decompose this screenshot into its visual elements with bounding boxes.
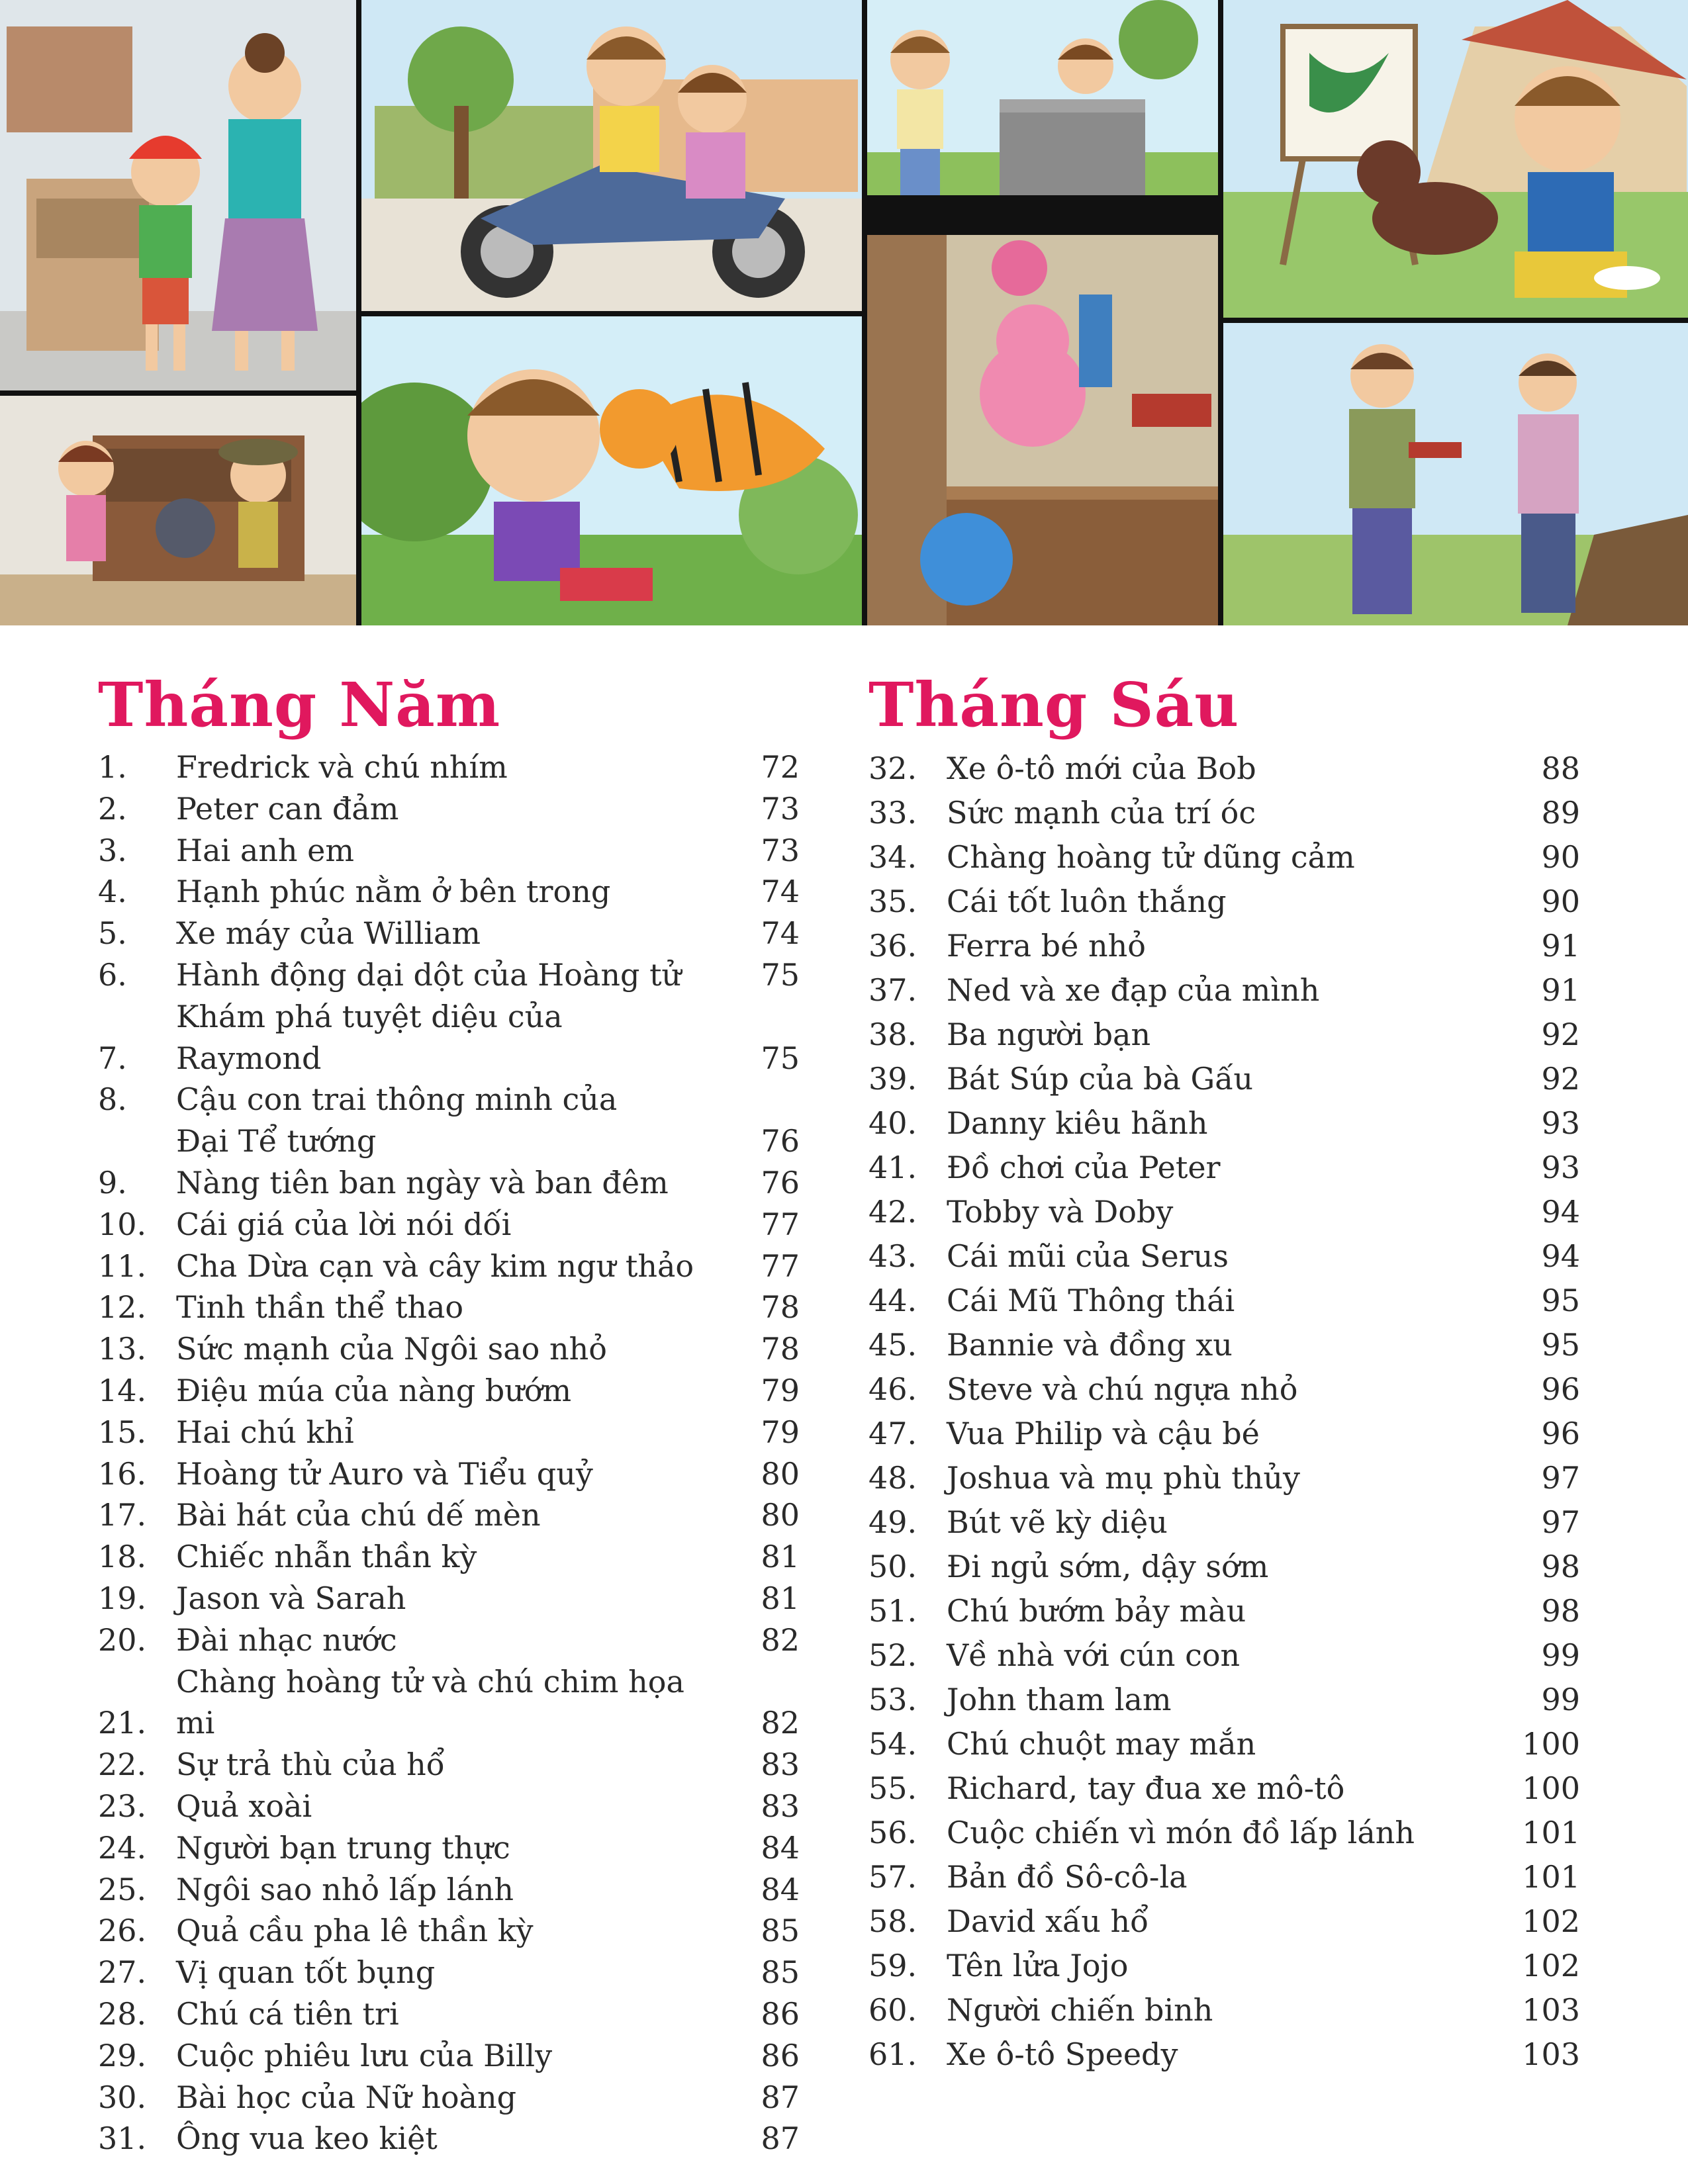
entry-title: Ông vua keo kiệt	[176, 2120, 438, 2157]
entry-page: 77	[761, 1248, 800, 1284]
entry-title: Chiếc nhẫn thần kỳ	[176, 1539, 477, 1575]
entry-number: 44.	[868, 1283, 917, 1318]
entry-title: Nàng tiên ban ngày và ban đêm	[176, 1164, 669, 1201]
toc-entry	[868, 924, 1580, 968]
entry-number: 43.	[868, 1238, 917, 1274]
boy-with-tiger-icon	[361, 316, 862, 625]
entry-title: Danny kiêu hãnh	[947, 1105, 1208, 1141]
entry-page: 75	[761, 956, 800, 993]
entry-title: Jason và Sarah	[176, 1580, 406, 1616]
toc-entry	[868, 835, 1580, 880]
entry-page: 78	[761, 1289, 800, 1326]
toc-entry	[868, 880, 1580, 924]
entry-number: 33.	[868, 795, 917, 831]
toc-entry	[98, 1246, 800, 1287]
toc-entry	[98, 2035, 800, 2077]
entry-title: Cha Dừa cạn và cây kim ngư thảo	[176, 1248, 694, 1284]
entry-page: 83	[761, 1788, 800, 1824]
entry-number: 31.	[98, 2120, 147, 2157]
toc-entry	[868, 1633, 1580, 1678]
entry-title: Cái mũi của Serus	[947, 1238, 1229, 1274]
entry-page: 79	[761, 1372, 800, 1408]
toc-entry	[98, 1162, 800, 1204]
entry-page: 74	[761, 915, 800, 952]
toc-entry	[98, 1412, 800, 1453]
toc-entry	[98, 913, 800, 954]
entry-title: Xe ô-tô Speedy	[947, 2036, 1178, 2072]
entry-page: 96	[1541, 1371, 1580, 1407]
entry-page: 84	[761, 1829, 800, 1866]
entry-number: 24.	[98, 1829, 147, 1866]
entry-title: Cuộc chiến vì món đồ lấp lánh	[947, 1815, 1415, 1850]
entry-number: 30.	[98, 2079, 147, 2115]
toc-entry	[868, 1545, 1580, 1589]
entry-number: 42.	[868, 1194, 917, 1230]
toc-entry	[98, 1827, 800, 1869]
entry-number: 58.	[868, 1903, 917, 1939]
entry-number: 28.	[98, 1995, 147, 2032]
entry-number: 29.	[98, 2037, 147, 2073]
toc-entry	[98, 1952, 800, 1993]
toc-entry	[98, 1619, 800, 1661]
entry-title: Người chiến binh	[947, 1992, 1213, 2028]
toc-entry	[868, 1057, 1580, 1101]
entry-page: 81	[761, 1539, 800, 1575]
entry-page: 93	[1541, 1105, 1580, 1141]
entry-title: Bannie và đồng xu	[947, 1327, 1233, 1363]
entry-page: 86	[761, 1995, 800, 2032]
illustration-grid	[0, 0, 1688, 625]
entry-number: 4.	[98, 874, 127, 910]
entry-number: 17.	[98, 1497, 147, 1533]
entry-title: Chú cá tiên tri	[176, 1995, 399, 2032]
boy-with-cap-and-mother-icon	[0, 0, 356, 390]
toys-on-shelf-icon	[867, 235, 1218, 625]
toc-entry	[868, 1456, 1580, 1500]
entry-number: 50.	[868, 1549, 917, 1584]
entry-title: Steve và chú ngựa nhỏ	[947, 1371, 1298, 1407]
toc-entry	[98, 2118, 800, 2160]
entry-page: 94	[1541, 1194, 1580, 1230]
entry-title: Đài nhạc nước	[176, 1621, 397, 1658]
toc-entry	[98, 996, 800, 1079]
entry-number: 34.	[868, 839, 917, 875]
entry-title: Đồ chơi của Peter	[947, 1150, 1221, 1185]
entry-page: 90	[1541, 884, 1580, 919]
entry-number: 15.	[98, 1414, 147, 1450]
entry-number: 45.	[868, 1327, 917, 1363]
entry-number: 32.	[868, 751, 917, 786]
entry-page: 80	[761, 1497, 800, 1533]
children-with-toys-icon	[0, 396, 356, 625]
entry-title: Bản đồ Sô-cô-la	[947, 1859, 1188, 1895]
entry-number: 27.	[98, 1954, 147, 1991]
entry-title: Chàng hoàng tử và chú chim họa mi	[176, 1663, 684, 1741]
entry-title: Xe máy của William	[176, 915, 481, 952]
boy-painting-with-dog-icon	[1223, 0, 1688, 318]
toc-entry	[868, 1279, 1580, 1323]
toc-entry	[98, 1120, 800, 1162]
toc-entry	[98, 1494, 800, 1536]
entry-page: 101	[1522, 1859, 1580, 1895]
entry-page: 92	[1541, 1017, 1580, 1052]
entry-title: Cậu con trai thông minh của	[176, 1081, 618, 1118]
toc-entry	[98, 1370, 800, 1412]
toc-entry	[868, 1146, 1580, 1190]
entry-title: Sự trả thù của hổ	[176, 1747, 445, 1783]
entry-number: 40.	[868, 1105, 917, 1141]
entry-page: 94	[1541, 1238, 1580, 1274]
entry-number: 35.	[868, 884, 917, 919]
entry-number: 25.	[98, 1871, 147, 1907]
two-men-talking-icon	[1223, 323, 1688, 625]
entry-title: John tham lam	[947, 1682, 1172, 1717]
entry-page: 78	[761, 1331, 800, 1367]
entry-number: 26.	[98, 1913, 147, 1949]
toc-entry	[98, 788, 800, 830]
toc-entry	[868, 1412, 1580, 1456]
entry-title: Hạnh phúc nằm ở bên trong	[176, 874, 611, 910]
entry-number: 7.	[98, 1040, 127, 1076]
toc-entry	[98, 747, 800, 788]
entry-title: Ba người bạn	[947, 1017, 1151, 1052]
entry-title: Bút vẽ kỳ diệu	[947, 1504, 1168, 1540]
entry-page: 75	[761, 1040, 800, 1076]
entry-number: 55.	[868, 1770, 917, 1806]
entry-number: 11.	[98, 1248, 147, 1284]
entry-page: 102	[1522, 1948, 1580, 1983]
toc-entry	[868, 1811, 1580, 1855]
entry-number: 23.	[98, 1788, 147, 1824]
entry-number: 36.	[868, 928, 917, 964]
entry-title: Đại Tể tướng	[176, 1123, 377, 1160]
entry-page: 81	[761, 1580, 800, 1616]
toc-column-may	[98, 668, 800, 2160]
entry-number: 39.	[868, 1061, 917, 1097]
entry-page: 82	[761, 1621, 800, 1658]
entry-page: 95	[1541, 1283, 1580, 1318]
entry-title: Hai chú khỉ	[176, 1414, 354, 1450]
entry-number: 3.	[98, 832, 127, 868]
entry-page: 89	[1541, 795, 1580, 831]
entry-title: Sức mạnh của trí óc	[947, 795, 1256, 831]
entry-title: Hai anh em	[176, 832, 355, 868]
toc-column-june	[868, 668, 1580, 2077]
toc-entry	[98, 1578, 800, 1619]
entry-title: Quả cầu pha lê thần kỳ	[176, 1913, 534, 1949]
entry-title: Peter can đảm	[176, 790, 399, 827]
entry-number: 21.	[98, 1705, 147, 1741]
entry-number: 18.	[98, 1539, 147, 1575]
entry-page: 85	[761, 1954, 800, 1991]
entry-page: 72	[761, 749, 800, 785]
toc-entry	[868, 1944, 1580, 1988]
entry-number: 13.	[98, 1331, 147, 1367]
entry-page: 73	[761, 832, 800, 868]
toc-entry	[98, 1869, 800, 1911]
entry-title: Về nhà với cún con	[947, 1637, 1241, 1673]
entry-title: Vị quan tốt bụng	[176, 1954, 436, 1991]
entry-title: Sức mạnh của Ngôi sao nhỏ	[176, 1331, 607, 1367]
toc-entry	[868, 1367, 1580, 1412]
entry-title: Hành động dại dột của Hoàng tử	[176, 956, 682, 993]
entry-page: 92	[1541, 1061, 1580, 1097]
entry-title: Ferra bé nhỏ	[947, 928, 1146, 964]
toc-entry	[98, 2077, 800, 2118]
entry-number: 2.	[98, 790, 127, 827]
toc-entry	[98, 1661, 800, 1745]
toc-entry	[868, 1678, 1580, 1722]
entry-title: Chú bướm bảy màu	[947, 1593, 1246, 1629]
entry-number: 41.	[868, 1150, 917, 1185]
entry-page: 86	[761, 2037, 800, 2073]
entry-page: 76	[761, 1164, 800, 1201]
toc-entry	[98, 1536, 800, 1578]
entry-title: Cái Mũ Thông thái	[947, 1283, 1235, 1318]
toc-entry	[868, 1722, 1580, 1766]
entry-page: 87	[761, 2120, 800, 2157]
entry-title: Joshua và mụ phù thủy	[947, 1460, 1300, 1496]
entry-title: Tên lửa Jojo	[947, 1948, 1129, 1983]
toc-entry	[868, 1589, 1580, 1633]
entry-number: 47.	[868, 1416, 917, 1451]
entry-title: Vua Philip và cậu bé	[947, 1416, 1260, 1451]
toc-entry	[98, 1079, 800, 1120]
entry-page: 96	[1541, 1416, 1580, 1451]
entry-number: 10.	[98, 1206, 147, 1242]
entry-page: 84	[761, 1871, 800, 1907]
toc-entry	[98, 1328, 800, 1370]
entry-title: Quả xoài	[176, 1788, 312, 1824]
toc-entry	[868, 1988, 1580, 2032]
entry-title: David xấu hổ	[947, 1903, 1149, 1939]
entry-number: 9.	[98, 1164, 127, 1201]
entry-page: 99	[1541, 1637, 1580, 1673]
toc-entry	[868, 747, 1580, 791]
entry-number: 37.	[868, 972, 917, 1008]
entry-number: 20.	[98, 1621, 147, 1658]
entry-number: 52.	[868, 1637, 917, 1673]
entry-number: 19.	[98, 1580, 147, 1616]
entry-number: 16.	[98, 1455, 147, 1492]
toc-entry	[868, 1234, 1580, 1279]
toc-entry	[98, 954, 800, 996]
entry-page: 90	[1541, 839, 1580, 875]
entry-page: 77	[761, 1206, 800, 1242]
entry-page: 85	[761, 1913, 800, 1949]
entry-number: 56.	[868, 1815, 917, 1850]
toc-entry	[868, 1101, 1580, 1146]
toc-entry	[98, 1993, 800, 2035]
toc-entry	[868, 1855, 1580, 1899]
entry-title: Fredrick và chú nhím	[176, 749, 508, 785]
entry-title: Bát Súp của bà Gấu	[947, 1061, 1254, 1097]
entry-number: 6.	[98, 956, 127, 993]
entry-title: Điệu múa của nàng bướm	[176, 1372, 572, 1408]
entry-number: 57.	[868, 1859, 917, 1895]
entry-number: 46.	[868, 1371, 917, 1407]
two-boys-on-motorbike-icon	[361, 0, 862, 311]
entry-number: 60.	[868, 1992, 917, 2028]
entry-number: 1.	[98, 749, 127, 785]
toc-entry	[868, 1766, 1580, 1811]
entry-number: 49.	[868, 1504, 917, 1540]
entry-page: 98	[1541, 1593, 1580, 1629]
entry-title: Đi ngủ sớm, dậy sớm	[947, 1549, 1269, 1584]
toc-entry	[868, 2032, 1580, 2077]
entry-page: 91	[1541, 972, 1580, 1008]
entry-title: Hoàng tử Auro và Tiểu quỷ	[176, 1455, 593, 1492]
entry-title: Richard, tay đua xe mô-tô	[947, 1770, 1345, 1806]
entry-number: 8.	[98, 1081, 127, 1118]
entry-title: Tinh thần thể thao	[176, 1289, 464, 1326]
entry-page: 95	[1541, 1327, 1580, 1363]
toc-entry	[98, 1453, 800, 1495]
entry-number: 14.	[98, 1372, 147, 1408]
toc-entry	[868, 1013, 1580, 1057]
entry-page: 91	[1541, 928, 1580, 964]
toc-entry	[98, 871, 800, 913]
entry-page: 97	[1541, 1460, 1580, 1496]
entry-number: 5.	[98, 915, 127, 952]
toc-entry	[98, 1287, 800, 1328]
entry-title: Cái tốt luôn thắng	[947, 884, 1227, 919]
entry-title: Tobby và Doby	[947, 1194, 1174, 1230]
toc-entry	[868, 1323, 1580, 1367]
entry-page: 103	[1522, 2036, 1580, 2072]
entry-title: Bài hát của chú dế mèn	[176, 1497, 541, 1533]
entry-title: Ned và xe đạp của mình	[947, 972, 1320, 1008]
entry-page: 87	[761, 2079, 800, 2115]
entry-page: 76	[761, 1123, 800, 1160]
entry-page: 101	[1522, 1815, 1580, 1850]
entry-page: 100	[1522, 1770, 1580, 1806]
toc-entry	[868, 1899, 1580, 1944]
entry-number: 51.	[868, 1593, 917, 1629]
section-heading: Tháng Năm	[98, 669, 501, 741]
entry-title: Cuộc phiêu lưu của Billy	[176, 2037, 553, 2073]
entry-title: Bài học của Nữ hoàng	[176, 2079, 517, 2115]
entry-number: 22.	[98, 1747, 147, 1783]
entry-number: 53.	[868, 1682, 917, 1717]
toc-list	[868, 747, 1580, 2077]
entry-page: 83	[761, 1747, 800, 1783]
entry-number: 61.	[868, 2036, 917, 2072]
entry-title: Cái giá của lời nói dối	[176, 1206, 512, 1242]
toc-entry	[98, 1786, 800, 1827]
toc-entry	[98, 1744, 800, 1786]
section-heading: Tháng Sáu	[868, 669, 1240, 741]
toc-entry	[98, 1910, 800, 1952]
entry-page: 100	[1522, 1726, 1580, 1762]
entry-number: 59.	[868, 1948, 917, 1983]
toc-entry	[868, 791, 1580, 835]
entry-page: 102	[1522, 1903, 1580, 1939]
entry-title: Chàng hoàng tử dũng cảm	[947, 839, 1355, 875]
toc-entry	[868, 1190, 1580, 1234]
entry-page: 93	[1541, 1150, 1580, 1185]
entry-page: 74	[761, 874, 800, 910]
entry-page: 79	[761, 1414, 800, 1450]
toc-entry	[868, 968, 1580, 1013]
entry-title: Xe ô-tô mới của Bob	[947, 751, 1256, 786]
boys-reaching-over-wall-icon	[867, 0, 1218, 195]
entry-number: 48.	[868, 1460, 917, 1496]
entry-number: 54.	[868, 1726, 917, 1762]
entry-number: 38.	[868, 1017, 917, 1052]
entry-page: 73	[761, 790, 800, 827]
entry-title: Chú chuột may mắn	[947, 1726, 1256, 1762]
entry-page: 80	[761, 1455, 800, 1492]
entry-number: 12.	[98, 1289, 147, 1326]
entry-title: Người bạn trung thực	[176, 1829, 510, 1866]
toc-entry	[98, 1204, 800, 1246]
entry-title: Khám phá tuyệt diệu của Raymond	[176, 998, 563, 1076]
entry-page: 88	[1541, 751, 1580, 786]
toc-list	[98, 747, 800, 2160]
toc-entry	[868, 1500, 1580, 1545]
entry-page: 99	[1541, 1682, 1580, 1717]
entry-title: Ngôi sao nhỏ lấp lánh	[176, 1871, 514, 1907]
entry-page: 98	[1541, 1549, 1580, 1584]
entry-page: 82	[761, 1705, 800, 1741]
entry-page: 103	[1522, 1992, 1580, 2028]
entry-page: 97	[1541, 1504, 1580, 1540]
toc-entry	[98, 830, 800, 872]
